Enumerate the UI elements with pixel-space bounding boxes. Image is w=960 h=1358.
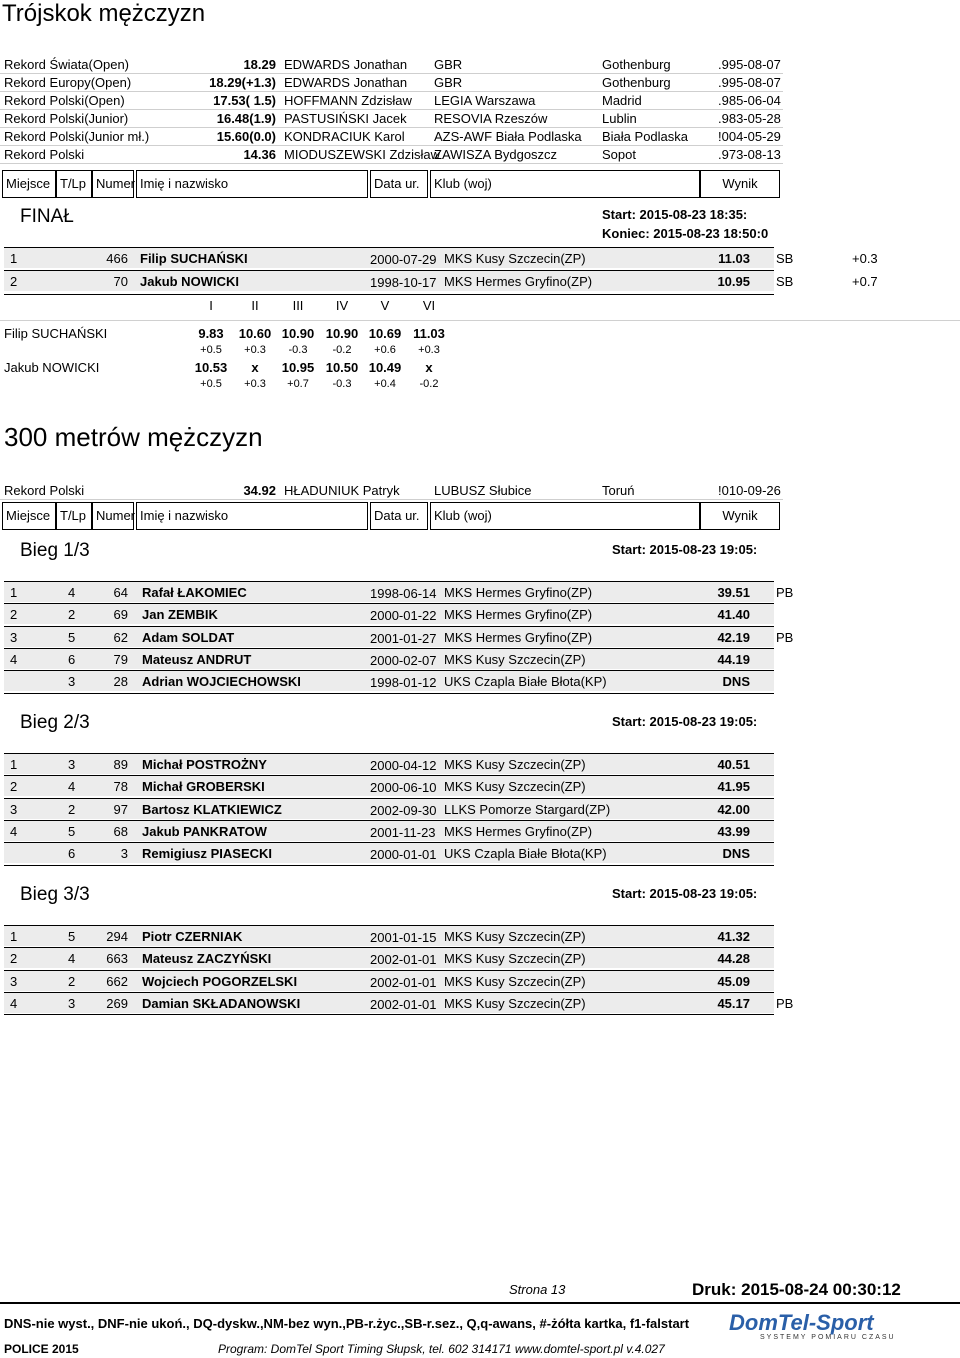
attempt-wind: +0.6 [374, 344, 396, 356]
club: MKS Hermes Gryfino(ZP) [444, 585, 593, 600]
result: DNS [722, 846, 750, 862]
header-result: Wynik [700, 502, 780, 530]
athlete-name: Rafał ŁAKOMIEC [142, 585, 247, 600]
row-divider [4, 865, 774, 866]
record-place: Gothenburg [602, 57, 671, 72]
bib-number: 466 [106, 251, 128, 266]
lane: 6 [68, 846, 76, 862]
legend: DNS-nie wyst., DNF-nie ukoń., DQ-dyskw.,NM-bez wyn.,PB-r.życ.,SB-r.sez., Q,q-awans, #-żółta kartka, f1-falstart [4, 1316, 690, 1331]
club: MKS Kusy Szczecin(ZP) [444, 995, 586, 1011]
attempt-mark: 10.60 [238, 326, 272, 341]
attempt-header: II [251, 298, 259, 313]
logo-text: DomTel-Sport [729, 1310, 874, 1335]
result: 42.00 [717, 801, 750, 817]
place: 3 [10, 801, 18, 817]
bib-number: 70 [113, 274, 128, 289]
final-title: FINAŁ [20, 206, 74, 227]
result-row [4, 993, 794, 1013]
club: MKS Kusy Szczecin(ZP) [444, 929, 586, 944]
birth-date: 2000-07-29 [370, 252, 437, 267]
result-row [4, 843, 774, 863]
record-athlete: HOFFMANN Zdzisław [284, 93, 412, 108]
divider [0, 320, 960, 321]
bib-number: 28 [113, 674, 128, 690]
club: UKS Czapla Białe Błota(KP) [444, 846, 607, 862]
record-club: GBR [434, 57, 463, 72]
result-row [4, 926, 774, 946]
record-date: .995-08-07 [718, 57, 781, 72]
header-result: Wynik [700, 170, 780, 198]
place: 3 [10, 629, 18, 645]
record-date: !010-09-26 [718, 483, 781, 498]
lane: 3 [68, 995, 76, 1011]
header-club: Klub (woj) [430, 502, 700, 530]
header-miejsce: Miejsce [2, 502, 56, 530]
result: 10.95 [717, 274, 750, 289]
record-place: Toruń [602, 483, 635, 498]
record-place: Madrid [602, 93, 642, 108]
heat-title: Bieg 1/3 [20, 540, 90, 561]
birth-date: 1998-06-14 [370, 586, 437, 601]
athlete-name: Jakub NOWICKI [140, 274, 239, 289]
attempt-wind: -0.3 [332, 378, 352, 390]
wind: +0.3 [852, 251, 878, 266]
lane: 4 [68, 779, 76, 795]
athlete-name: Wojciech POGORZELSKI [142, 973, 298, 989]
place: 4 [10, 823, 18, 839]
row-divider [4, 294, 774, 295]
birth-date: 1998-10-17 [370, 275, 437, 290]
place: 2 [10, 274, 18, 289]
club: MKS Hermes Gryfino(ZP) [444, 629, 593, 645]
attempt-header: VI [422, 298, 436, 313]
result: 42.19 [717, 629, 750, 645]
birth-date: 2000-02-07 [370, 652, 437, 668]
end-time: Koniec: 2015-08-23 18:50:0 [602, 226, 769, 241]
club: MKS Kusy Szczecin(ZP) [444, 757, 586, 772]
lane: 2 [68, 801, 76, 817]
heat-start: Start: 2015-08-23 19:05: [612, 714, 758, 729]
record-row [0, 482, 783, 500]
lane: 4 [68, 951, 76, 967]
record-row [0, 110, 783, 128]
attempt-header: I [209, 298, 213, 313]
club: LLKS Pomorze Stargard(ZP) [444, 801, 611, 817]
record-athlete: HŁADUNIUK Patryk [284, 483, 400, 498]
result-row [4, 671, 774, 691]
result-row [4, 604, 774, 624]
header-numer: Numer [92, 170, 134, 198]
record-place: Sopot [602, 147, 636, 162]
club: MKS Kusy Szczecin(ZP) [444, 779, 586, 795]
place: 4 [10, 651, 18, 667]
attempt-wind: +0.3 [244, 344, 266, 356]
header-tlp: T/Lp [56, 170, 92, 198]
record-club: ZAWISZA Bydgoszcz [434, 147, 558, 162]
record-athlete: PASTUSIŃSKI Jacek [284, 111, 407, 126]
attempt-mark: x [251, 360, 259, 375]
place: 3 [10, 973, 18, 989]
result: 40.51 [717, 757, 750, 772]
header-club: Klub (woj) [430, 170, 700, 198]
record-athlete: EDWARDS Jonathan [284, 75, 408, 90]
header-name: Imię i nazwisko [136, 170, 368, 198]
birth-date: 2002-01-01 [370, 974, 437, 990]
bib-number: 62 [113, 629, 128, 645]
lane: 2 [68, 607, 76, 623]
record-label: Rekord Polski(Junior) [4, 111, 129, 126]
place: 2 [10, 607, 18, 623]
result: 11.03 [718, 251, 750, 266]
note: SB [776, 274, 794, 289]
result: 39.51 [717, 585, 750, 600]
heat-start: Start: 2015-08-23 19:05: [612, 886, 758, 901]
record-label: Rekord Europy(Open) [4, 75, 132, 90]
note: PB [776, 629, 794, 645]
athlete-name: Adrian WOJCIECHOWSKI [142, 674, 301, 690]
athlete-name: Piotr CZERNIAK [142, 929, 243, 944]
attempt-mark: 9.83 [198, 326, 224, 341]
record-label: Rekord Polski(Junior mł.) [4, 129, 150, 144]
result-row [4, 799, 774, 819]
record-club: RESOVIA Rzeszów [434, 111, 548, 126]
athlete-name: Remigiusz PIASECKI [142, 846, 273, 862]
bib-number: 79 [113, 651, 128, 667]
column-header [0, 170, 782, 198]
birth-date: 2001-11-23 [370, 824, 436, 840]
attempt-wind: +0.5 [200, 378, 222, 390]
bib-number: 78 [113, 779, 128, 795]
attempt-mark: 10.95 [281, 360, 315, 375]
birth-date: 1998-01-12 [370, 675, 437, 691]
result-row [4, 248, 794, 268]
note: PB [776, 995, 794, 1011]
record-label: Rekord Polski [4, 483, 85, 498]
birth-date: 2000-01-01 [370, 847, 437, 863]
page-title: Trójskok mężczyzn [2, 0, 206, 27]
result-row [4, 754, 774, 774]
club: MKS Kusy Szczecin(ZP) [444, 973, 586, 989]
bib-number: 89 [113, 757, 128, 772]
result: 44.19 [717, 651, 750, 667]
record-row [0, 128, 783, 146]
club: MKS Kusy Szczecin(ZP) [444, 251, 586, 266]
heat-title: Bieg 3/3 [20, 884, 90, 905]
record-club: GBR [434, 75, 463, 90]
attempt-mark: 10.50 [325, 360, 359, 375]
header-dob: Data ur. [370, 170, 428, 198]
bib-number: 69 [113, 607, 128, 623]
domtel-logo [729, 1310, 874, 1336]
result-row [4, 948, 774, 968]
attempt-mark: 10.90 [281, 326, 315, 341]
attempt-mark: 10.53 [194, 360, 228, 375]
place: 1 [10, 757, 18, 772]
record-mark: 18.29(+1.3) [209, 75, 276, 90]
athlete-name: Mateusz ZACZYŃSKI [142, 951, 272, 967]
record-date: .983-05-28 [718, 111, 781, 126]
record-mark: 34.92 [243, 483, 276, 498]
result-row [4, 271, 794, 291]
start-time: Start: 2015-08-23 18:35: [602, 207, 748, 222]
athlete-name: Damian SKŁADANOWSKI [142, 995, 301, 1011]
result: 45.17 [717, 995, 750, 1011]
record-row [0, 146, 783, 164]
athlete-name: Filip SUCHAŃSKI [140, 251, 248, 266]
record-label: Rekord Świata(Open) [4, 57, 129, 72]
attempt-wind: -0.2 [419, 378, 439, 390]
program-info: Program: DomTel Sport Timing Słupsk, tel. 602 314171 www.domtel-sport.pl v.4.027 [218, 1342, 665, 1356]
record-mark: 16.48(1.9) [216, 111, 276, 126]
result: 43.99 [717, 823, 750, 839]
result: 44.28 [717, 951, 750, 967]
wind: +0.7 [852, 274, 878, 289]
result: 41.40 [717, 607, 750, 623]
attempt-wind: +0.7 [287, 378, 309, 390]
birth-date: 2002-09-30 [370, 802, 437, 818]
record-mark: 17.53( 1.5) [213, 93, 276, 108]
bib-number: 269 [106, 995, 128, 1011]
result-row [4, 582, 794, 602]
lane: 5 [68, 929, 76, 944]
header-name: Imię i nazwisko [136, 502, 368, 530]
attempt-wind: -0.2 [332, 344, 352, 356]
birth-date: 2000-06-10 [370, 780, 437, 796]
record-athlete: EDWARDS Jonathan [284, 57, 408, 72]
lane: 5 [68, 823, 76, 839]
place: 1 [10, 585, 18, 600]
print-date: Druk: 2015-08-24 00:30:12 [692, 1280, 901, 1299]
attempt-wind: +0.4 [374, 378, 396, 390]
bib-number: 663 [106, 951, 128, 967]
place: 4 [10, 995, 18, 1011]
record-date: .973-08-13 [718, 147, 781, 162]
record-place: Gothenburg [602, 75, 671, 90]
result-row [4, 649, 774, 669]
row-divider [4, 693, 774, 694]
lane: 3 [68, 674, 76, 690]
birth-date: 2000-04-12 [370, 758, 437, 773]
club: MKS Hermes Gryfino(ZP) [444, 823, 593, 839]
attempt-header: IV [335, 298, 349, 313]
attempt-wind: -0.3 [288, 344, 308, 356]
record-mark: 18.29 [243, 57, 276, 72]
birth-date: 2001-01-27 [370, 630, 437, 646]
athlete-name: Adam SOLDAT [142, 629, 235, 645]
note: PB [776, 585, 794, 600]
place: 1 [10, 929, 18, 944]
attempt-mark: 10.69 [368, 326, 402, 341]
athlete-name: Mateusz ANDRUT [142, 651, 252, 667]
record-row [0, 92, 783, 110]
birth-date: 2002-01-01 [370, 952, 437, 968]
event-name: POLICE 2015 [4, 1342, 79, 1356]
header-dob: Data ur. [370, 502, 428, 530]
record-club: LUBUSZ Słubice [434, 483, 532, 498]
athlete-name: Michał GROBERSKI [142, 779, 265, 795]
bib-number: 662 [106, 973, 128, 989]
lane: 4 [68, 585, 76, 600]
birth-date: 2002-01-01 [370, 996, 437, 1012]
attempt-mark: 11.03 [413, 326, 445, 341]
record-athlete: MIODUSZEWSKI Zdzisław [284, 147, 441, 162]
header-numer: Numer [92, 502, 134, 530]
lane: 2 [68, 973, 76, 989]
record-club: AZS-AWF Biała Podlaska [434, 129, 582, 144]
athlete-name: Jan ZEMBIK [142, 607, 218, 623]
club: MKS Kusy Szczecin(ZP) [444, 651, 586, 667]
club: MKS Kusy Szczecin(ZP) [444, 951, 586, 967]
record-mark: 14.36 [243, 147, 276, 162]
row-divider [4, 1014, 774, 1015]
bib-number: 3 [120, 846, 128, 862]
result-row [4, 971, 774, 991]
athlete-name: Michał POSTROŻNY [142, 757, 267, 772]
place: 2 [10, 779, 18, 795]
result: 45.09 [717, 973, 750, 989]
record-place: Lublin [602, 111, 637, 126]
page-number: Strona 13 [509, 1282, 566, 1297]
attempt-header: V [380, 298, 390, 313]
result: 41.32 [717, 929, 750, 944]
record-date: .985-06-04 [718, 93, 781, 108]
record-label: Rekord Polski(Open) [4, 93, 125, 108]
attempt-mark: x [425, 360, 433, 375]
heat-start: Start: 2015-08-23 19:05: [612, 542, 758, 557]
club: MKS Hermes Gryfino(ZP) [444, 607, 593, 623]
note: SB [776, 251, 794, 266]
bib-number: 294 [106, 929, 128, 944]
club: UKS Czapla Białe Błota(KP) [444, 674, 607, 690]
header-tlp: T/Lp [56, 502, 92, 530]
record-club: LEGIA Warszawa [434, 93, 536, 108]
bib-number: 64 [113, 585, 128, 600]
bib-number: 97 [113, 801, 128, 817]
bib-number: 68 [113, 823, 128, 839]
logo-subtitle: SYSTEMY POMIARU CZASU [760, 1334, 896, 1341]
record-mark: 15.60(0.0) [216, 129, 276, 144]
footer-divider [0, 1302, 960, 1304]
record-label: Rekord Polski [4, 147, 85, 162]
place: 1 [10, 251, 18, 266]
section-title-300m: 300 metrów mężczyzn [4, 422, 263, 452]
attempt-header: III [292, 298, 304, 313]
result: DNS [722, 674, 750, 690]
record-date: .995-08-07 [718, 75, 781, 90]
record-row [0, 74, 783, 92]
attempt-wind: +0.5 [200, 344, 222, 356]
series-athlete: Jakub NOWICKI [4, 360, 100, 375]
record-row [0, 56, 783, 74]
record-place: Biała Podlaska [602, 129, 688, 144]
record-athlete: KONDRACIUK Karol [284, 129, 405, 144]
attempt-mark: 10.49 [368, 360, 402, 375]
series-athlete: Filip SUCHAŃSKI [4, 326, 108, 341]
attempt-wind: +0.3 [418, 344, 440, 356]
header-miejsce: Miejsce [2, 170, 56, 198]
result-row [4, 776, 774, 796]
athlete-name: Bartosz KLATKIEWICZ [142, 801, 282, 817]
birth-date: 2001-01-15 [370, 930, 437, 945]
result-row [4, 821, 774, 841]
birth-date: 2000-01-22 [370, 608, 437, 624]
lane: 6 [68, 651, 76, 667]
lane: 5 [68, 629, 76, 645]
attempt-mark: 10.90 [325, 326, 359, 341]
athlete-name: Jakub PANKRATOW [142, 823, 267, 839]
result: 41.95 [717, 779, 750, 795]
attempt-wind: +0.3 [244, 378, 266, 390]
lane: 3 [68, 757, 76, 772]
result-row [4, 627, 794, 647]
place: 2 [10, 951, 18, 967]
club: MKS Hermes Gryfino(ZP) [444, 274, 593, 289]
heat-title: Bieg 2/3 [20, 712, 90, 733]
column-header-300m [0, 502, 782, 530]
record-date: !004-05-29 [718, 129, 781, 144]
